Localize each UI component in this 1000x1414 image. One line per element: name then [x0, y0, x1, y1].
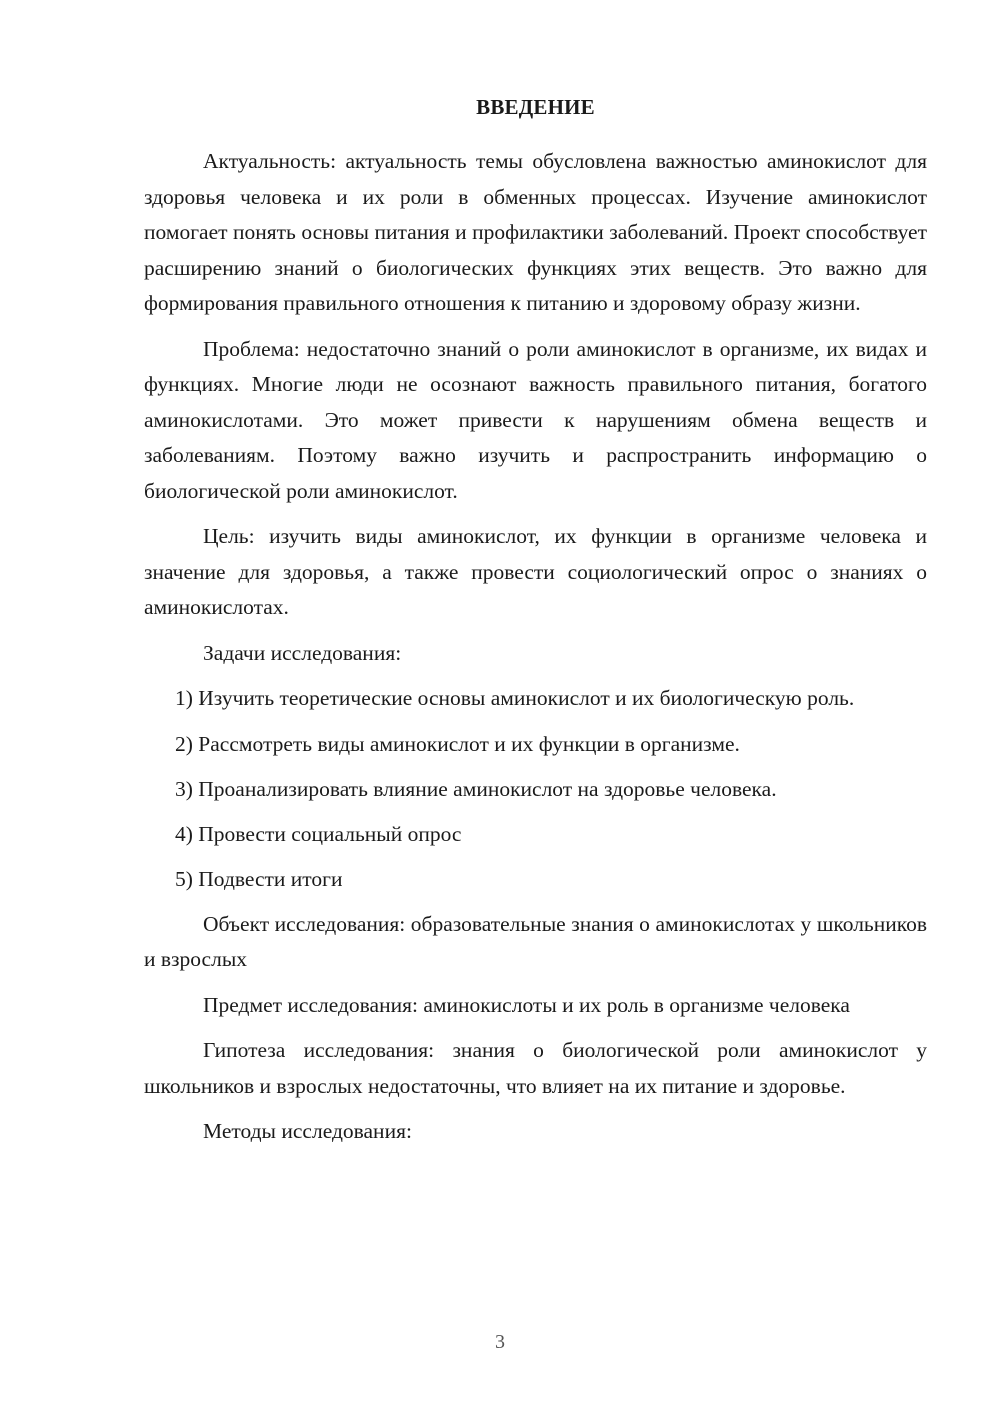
hypothesis-paragraph: Гипотеза исследования: знания о биологической роли аминокислот у школьников и взрослых недостаточны, что влияет на их питание и здоровье.	[144, 1038, 927, 1098]
subject-paragraph: Предмет исследования: аминокислоты и их роль в организме человека	[203, 992, 850, 1017]
task-item-3: 3) Проанализировать влияние аминокислот на здоровье человека.	[175, 776, 777, 801]
task-item-4: 4) Провести социальный опрос	[175, 821, 462, 846]
goal-paragraph: Цель: изучить виды аминокислот, их функции в организме человека и значение для здоровья, а также провести социологический опрос о знаниях о аминокислотах.	[144, 524, 927, 619]
task-item-1: 1) Изучить теоретические основы аминокислот и их биологическую роль.	[175, 686, 855, 710]
task-item-5: 5) Подвести итоги	[175, 866, 343, 891]
document-page	[144, 92, 927, 1160]
tasks-heading: Задачи исследования:	[203, 640, 402, 665]
page-number: 3	[495, 1331, 505, 1353]
relevance-paragraph: Актуальность: актуальность темы обусловлена важностью аминокислот для здоровья человека и их роли в обменных процессах. Изучение аминокислот помогает понять основы питания и профилактики заболеваний. Проект способствует расширению знаний о биологических функциях этих веществ. Это важно для формирования правильного отношения к питанию и здоровому образу жизни.	[144, 149, 927, 315]
section-title: ВВЕДЕНИЕ	[476, 95, 595, 119]
methods-heading: Методы исследования:	[203, 1119, 412, 1143]
problem-paragraph: Проблема: недостаточно знаний о роли аминокислот в организме, их видах и функциях. Многие люди не осознают важность правильного питания, богатого аминокислотами. Это может привести к нарушениям обмена веществ и заболеваниям. Поэтому важно изучить и распространить информацию о биологической роли аминокислот.	[144, 336, 927, 503]
object-paragraph: Объект исследования: образовательные знания о аминокислотах у школьников и взрослых	[144, 911, 927, 971]
task-item-2: 2) Рассмотреть виды аминокислот и их функции в организме.	[175, 731, 740, 756]
